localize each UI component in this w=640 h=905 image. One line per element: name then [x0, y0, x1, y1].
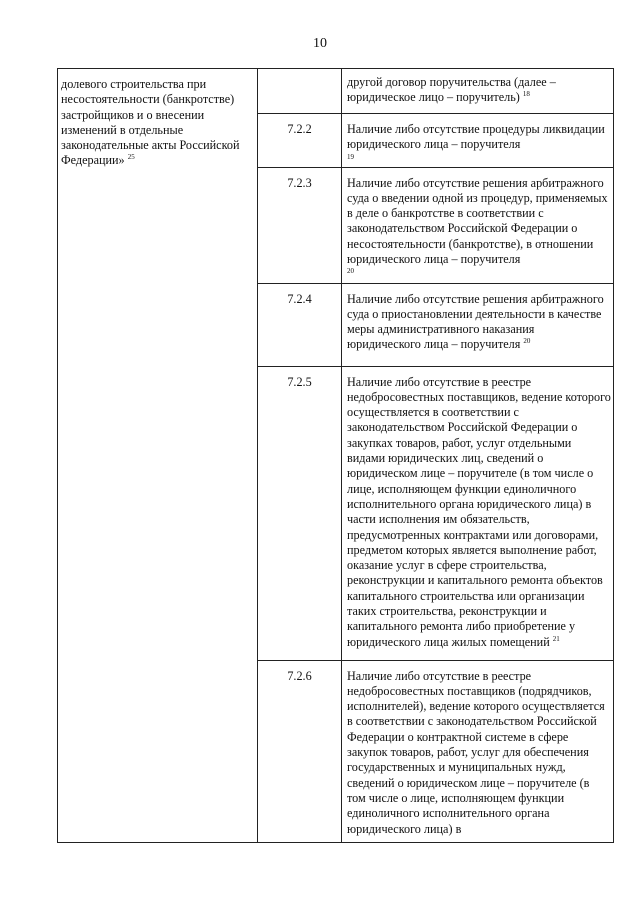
item-text-cell	[342, 366, 614, 660]
item-text: Наличие либо отсутствие решения арбитражного суда о приостановлении деятельности в качестве меры административного наказания юридического лица – поручителя	[347, 291, 604, 352]
item-text: другой договор поручительства (далее – юридическое лицо – поручитель)	[347, 75, 556, 105]
item-number	[258, 69, 341, 77]
table-row	[58, 69, 614, 114]
item-number-cell	[258, 283, 342, 366]
footnote-ref: 21	[552, 634, 560, 643]
item-number-cell	[258, 69, 342, 114]
item-text: Наличие либо отсутствие решения арбитражного суда о введении одной из процедур, применяемых в деле о банкротстве в соответствии с законодательством Российской Федерации о несостоятельности (банкротстве), в отношении юридического лица – поручителя	[347, 175, 608, 267]
item-number: 7.2.3	[287, 175, 312, 190]
item-text-cell	[342, 167, 614, 283]
item-number-cell	[258, 114, 342, 168]
item-number-cell	[258, 366, 342, 660]
footnote-ref: 25	[127, 153, 135, 162]
item-text-cell	[342, 114, 614, 168]
item-text-cell	[342, 660, 614, 842]
item-text: Наличие либо отсутствие в реестре недобросовестных поставщиков, ведение которого осуществляется в соответствии с законодательством Российской Федерации о закупках товаров, работ, услуг отдельными видами юридических лиц, сведений о юридическом лице – поручителе (в том числе о лице, исполняющем функции единоличного исполнительного органа юридического лица) в части исполнения им обязательств, предусмотренных контрактами или договорами, предметом которых является выполнение работ, оказание услуг в сфере строительства, реконструкции и капитального ремонта объектов капитального строительства или организации таких строительства, реконструкции и капитального ремонта либо приобретение у юридического лица жилых помещений	[347, 374, 611, 649]
item-text: Наличие либо отсутствие процедуры ликвидации юридического лица – поручителя	[347, 122, 605, 152]
footnote-ref: 20	[523, 337, 531, 346]
item-number: 7.2.2	[287, 122, 312, 136]
item-number: 7.2.5	[287, 374, 312, 389]
footnote-ref: 18	[522, 90, 530, 99]
item-number-cell	[258, 660, 342, 842]
footnote-ref: 19	[347, 152, 354, 161]
document-table	[57, 68, 614, 843]
item-text: Наличие либо отсутствие в реестре недобросовестных поставщиков (подрядчиков, исполнителей), ведение которого осуществляется в соответствии с законодательством Российской Федерации о контрактной системе в сфере закупок товаров, работ, услуг для обеспечения государственных и муниципальных нужд, сведений о юридическом лице – поручителе (в том числе о лице, исполняющем функции единоличного исполнительного органа юридического лица) в	[347, 668, 605, 836]
item-text-cell	[342, 69, 614, 114]
page-number: 10	[313, 36, 327, 51]
item-number: 7.2.4	[287, 291, 312, 306]
footnote-ref: 20	[347, 267, 354, 276]
item-number-cell	[258, 167, 342, 283]
left-column-cell	[58, 69, 258, 843]
item-number: 7.2.6	[287, 668, 312, 683]
left-column-text: долевого строительства при несостоятельности (банкротстве) застройщиков и о внесении изменений в отдельные законодательные акты Российской Федерации»	[61, 77, 240, 168]
item-text-cell	[342, 283, 614, 366]
